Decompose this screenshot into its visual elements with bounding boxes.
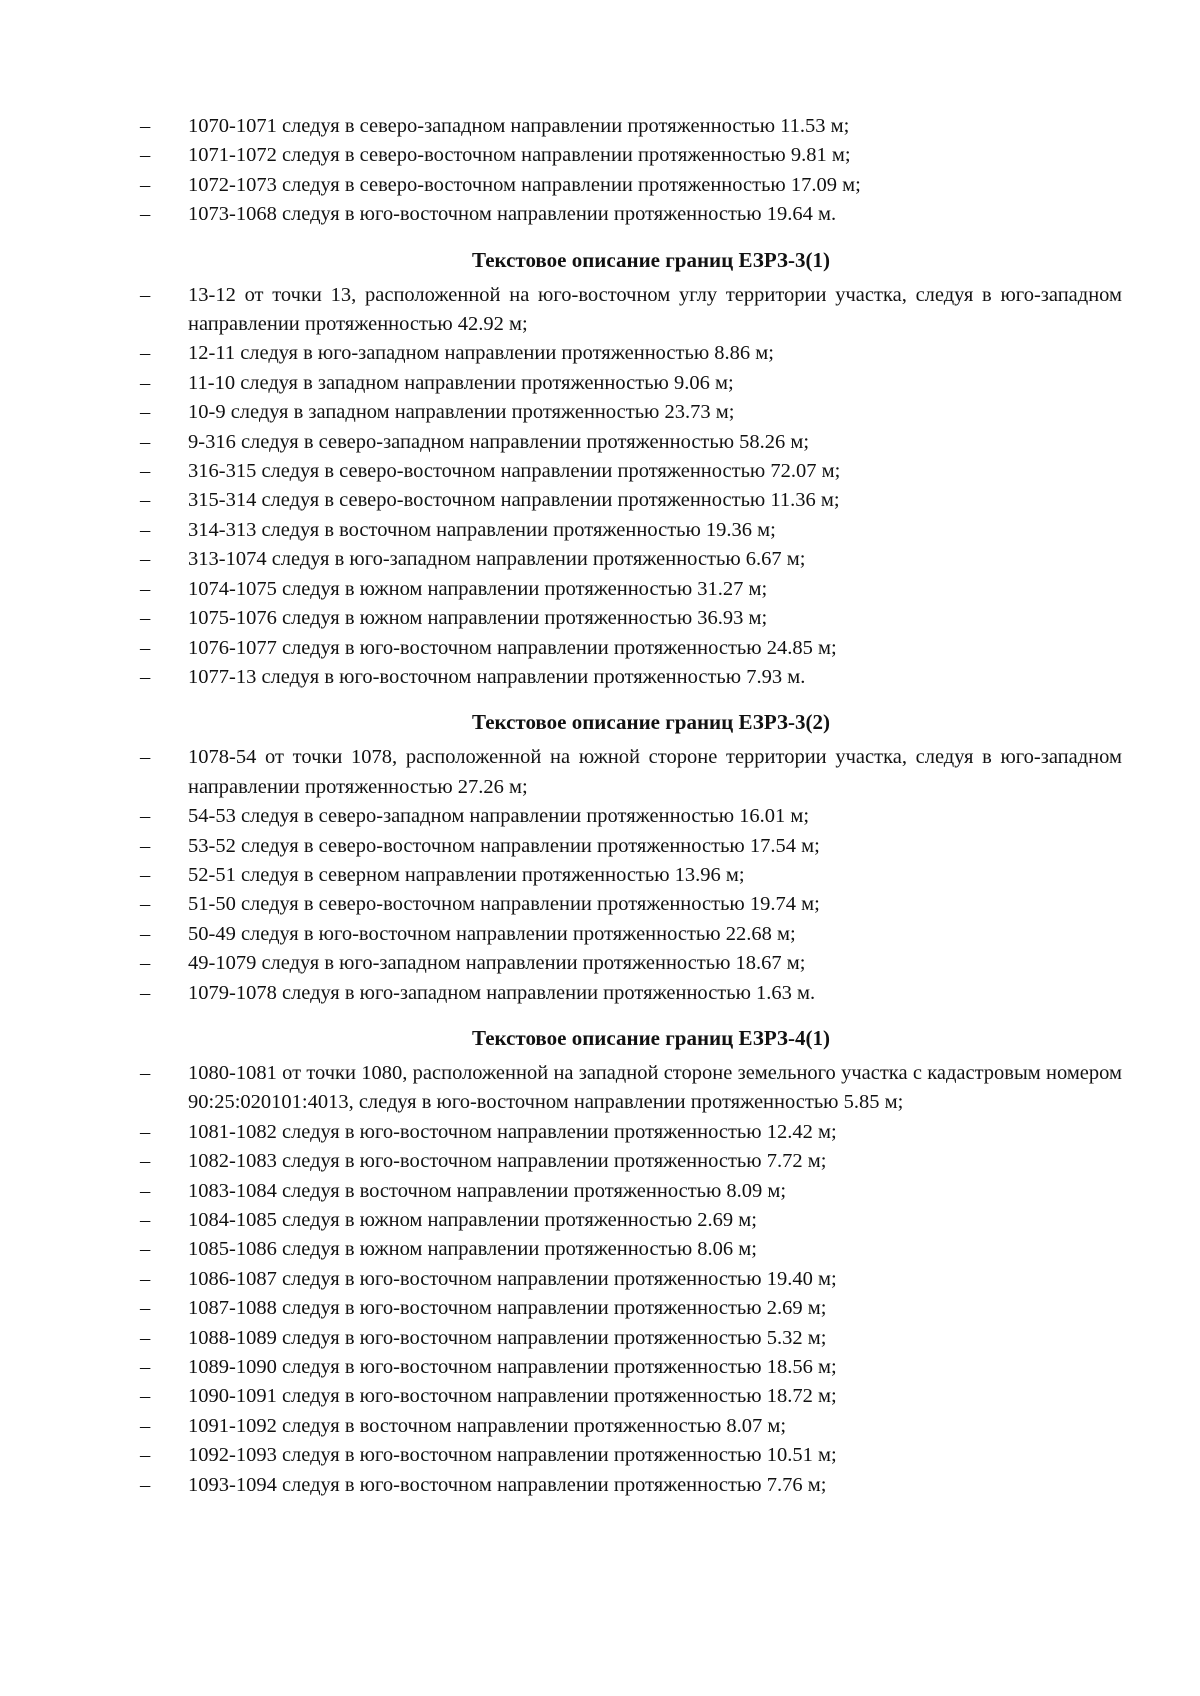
- section-spacer: [140, 230, 1122, 245]
- list-item-text: 1091-1092 следуя в восточном направлении протяженностью 8.07 м;: [188, 1414, 787, 1437]
- list-item: [140, 369, 1122, 398]
- dash-marker: –: [140, 922, 151, 945]
- list-item: [140, 1353, 1122, 1382]
- list-item: [140, 545, 1122, 574]
- dash-marker: –: [140, 1209, 151, 1231]
- boundary-list: [140, 112, 1122, 230]
- list-item-text: 1077-13 следуя в юго-восточном направлении протяженностью 7.93 м.: [188, 665, 806, 688]
- list-item-text: 313-1074 следуя в юго-западном направлении протяженностью 6.67 м;: [188, 548, 806, 571]
- section-ezrz-3-2: [140, 707, 1122, 1008]
- list-item-text: 1087-1088 следуя в юго-восточном направлении протяженностью 2.69 м;: [188, 1297, 827, 1320]
- list-item-text: 1092-1093 следуя в юго-восточном направлении протяженностью 10.51 м;: [188, 1444, 837, 1467]
- list-item: [140, 171, 1122, 200]
- list-item-text: 52-51 следуя в северном направлении протяженностью 13.96 м;: [188, 863, 745, 886]
- dash-marker: –: [140, 115, 151, 137]
- list-item-text: 51-50 следуя в северо-восточном направлении протяженностью 19.74 м;: [188, 893, 820, 916]
- list-item-text: 49-1079 следуя в юго-западном направлении протяженностью 18.67 м;: [188, 952, 806, 975]
- list-item: [140, 1118, 1122, 1147]
- list-item-text: 12-11 следуя в юго-западном направлении протяженностью 8.86 м;: [188, 342, 774, 365]
- list-item: [140, 1324, 1122, 1353]
- list-item-text: 50-49 следуя в юго-восточном направлении протяженностью 22.68 м;: [188, 922, 796, 945]
- section-continued: [140, 112, 1122, 230]
- dash-marker: –: [140, 1297, 151, 1320]
- list-item-text: 1079-1078 следуя в юго-западном направлении протяженностью 1.63 м.: [188, 981, 816, 1004]
- list-item: [140, 1471, 1122, 1500]
- list-item: [140, 141, 1122, 170]
- list-item-text: 1080-1081 от точки 1080, расположенной на западной стороне земельного участка с кадастровым номером 90:25:020101:4013, следуя в юго-восточном направлении протяженностью 5.85 м;: [188, 1061, 1122, 1114]
- section-heading: Текстовое описание границ ЕЗРЗ-3(1): [471, 247, 830, 272]
- list-item: [140, 1059, 1122, 1118]
- dash-marker: –: [140, 834, 151, 857]
- section-ezrz-3-1: [140, 245, 1122, 693]
- dash-marker: –: [140, 371, 151, 394]
- list-item-text: 1075-1076 следуя в южном направлении протяженностью 36.93 м;: [188, 607, 768, 630]
- boundary-list: [140, 743, 1122, 1008]
- list-item-text: 1070-1071 следуя в северо-западном направлении протяженностью 11.53 м;: [188, 115, 850, 137]
- dash-marker: –: [140, 489, 151, 512]
- list-item-text: 1071-1072 следуя в северо-восточном направлении протяженностью 9.81 м;: [188, 144, 851, 167]
- dash-marker: –: [140, 203, 151, 226]
- list-item-text: 1089-1090 следуя в юго-восточном направлении протяженностью 18.56 м;: [188, 1356, 837, 1379]
- list-item-text: 314-313 следуя в восточном направлении протяженностью 19.36 м;: [188, 518, 776, 541]
- list-item-text: 54-53 следуя в северо-западном направлении протяженностью 16.01 м;: [188, 805, 810, 828]
- list-item: [140, 200, 1122, 229]
- dash-marker: –: [140, 518, 151, 541]
- section-heading: Текстовое описание границ ЕЗРЗ-3(2): [471, 710, 830, 735]
- section-ezrz-4-1: [140, 1023, 1122, 1500]
- list-item-text: 1082-1083 следуя в юго-восточном направлении протяженностью 7.72 м;: [188, 1150, 827, 1173]
- list-item: [140, 861, 1122, 890]
- dash-marker: –: [140, 577, 151, 600]
- dash-marker: –: [140, 173, 151, 196]
- list-item: [140, 979, 1122, 1008]
- list-item-text: 1093-1094 следуя в юго-восточном направлении протяженностью 7.76 м;: [188, 1473, 827, 1496]
- list-item-text: 1081-1082 следуя в юго-восточном направлении протяженностью 12.42 м;: [188, 1120, 837, 1143]
- list-item-text: 1084-1085 следуя в южном направлении протяженностью 2.69 м;: [188, 1209, 757, 1231]
- section-spacer: [140, 1008, 1122, 1023]
- list-item-text: 1073-1068 следуя в юго-восточном направлении протяженностью 19.64 м.: [188, 203, 837, 226]
- dash-marker: –: [140, 863, 151, 886]
- list-item: [140, 486, 1122, 515]
- dash-marker: –: [140, 144, 151, 167]
- list-item-text: 53-52 следуя в северо-восточном направлении протяженностью 17.54 м;: [188, 834, 820, 857]
- list-item: [140, 832, 1122, 861]
- list-item: [140, 1294, 1122, 1323]
- list-item: [140, 1177, 1122, 1206]
- dash-marker: –: [140, 283, 151, 306]
- list-item: [140, 634, 1122, 663]
- dash-marker: –: [140, 1061, 151, 1084]
- dash-marker: –: [140, 1385, 151, 1408]
- dash-marker: –: [140, 1150, 151, 1173]
- dash-marker: –: [140, 430, 151, 453]
- list-item: [140, 398, 1122, 427]
- dash-marker: –: [140, 893, 151, 916]
- list-item-text: 315-314 следуя в северо-восточном направлении протяженностью 11.36 м;: [188, 489, 840, 512]
- list-item: [140, 949, 1122, 978]
- boundary-list: [140, 281, 1122, 693]
- list-item: [140, 1382, 1122, 1411]
- dash-marker: –: [140, 1444, 151, 1467]
- list-item: [140, 112, 1122, 141]
- list-item-text: 13-12 от точки 13, расположенной на юго-восточном углу территории участка, следуя в юго-западном направлении протяженностью 42.92 м;: [188, 283, 1122, 336]
- dash-marker: –: [140, 1179, 151, 1202]
- section-spacer: [140, 692, 1122, 707]
- dash-marker: –: [140, 665, 151, 688]
- dash-marker: –: [140, 548, 151, 571]
- list-item: [140, 575, 1122, 604]
- list-item-text: 1085-1086 следуя в южном направлении протяженностью 8.06 м;: [188, 1238, 757, 1261]
- dash-marker: –: [140, 607, 151, 630]
- dash-marker: –: [140, 805, 151, 828]
- list-item-text: 1090-1091 следуя в юго-восточном направлении протяженностью 18.72 м;: [188, 1385, 837, 1408]
- list-item: [140, 663, 1122, 692]
- list-item-text: 316-315 следуя в северо-восточном направлении протяженностью 72.07 м;: [188, 460, 841, 483]
- list-item: [140, 1441, 1122, 1470]
- list-item: [140, 516, 1122, 545]
- dash-marker: –: [140, 636, 151, 659]
- list-item: [140, 1265, 1122, 1294]
- dash-marker: –: [140, 342, 151, 365]
- list-item-text: 1083-1084 следуя в восточном направлении протяженностью 8.09 м;: [188, 1179, 787, 1202]
- list-item-text: 11-10 следуя в западном направлении протяженностью 9.06 м;: [188, 371, 734, 394]
- dash-marker: –: [140, 1120, 151, 1143]
- list-item-text: 1076-1077 следуя в юго-восточном направлении протяженностью 24.85 м;: [188, 636, 837, 659]
- boundary-list: [140, 1059, 1122, 1500]
- dash-marker: –: [140, 952, 151, 975]
- dash-marker: –: [140, 746, 151, 769]
- list-item-text: 1078-54 от точки 1078, расположенной на южной стороне территории участка, следуя в юго-западном направлении протяженностью 27.26 м;: [188, 746, 1122, 798]
- list-item-text: 10-9 следуя в западном направлении протяженностью 23.73 м;: [188, 401, 735, 424]
- list-item: [140, 457, 1122, 486]
- list-item: [140, 1412, 1122, 1441]
- list-item-text: 1088-1089 следуя в юго-восточном направлении протяженностью 5.32 м;: [188, 1326, 827, 1349]
- dash-marker: –: [140, 1414, 151, 1437]
- list-item: [140, 339, 1122, 368]
- list-item: [140, 743, 1122, 802]
- section-heading: Текстовое описание границ ЕЗРЗ-4(1): [471, 1025, 830, 1050]
- list-item-text: 9-316 следуя в северо-западном направлении протяженностью 58.26 м;: [188, 430, 810, 453]
- list-item: [140, 604, 1122, 633]
- list-item-text: 1072-1073 следуя в северо-восточном направлении протяженностью 17.09 м;: [188, 173, 861, 196]
- list-item-text: 1086-1087 следуя в юго-восточном направлении протяженностью 19.40 м;: [188, 1267, 837, 1290]
- list-item: [140, 1235, 1122, 1264]
- dash-marker: –: [140, 1326, 151, 1349]
- dash-marker: –: [140, 460, 151, 483]
- list-item: [140, 1206, 1122, 1235]
- dash-marker: –: [140, 1267, 151, 1290]
- list-item: [140, 281, 1122, 340]
- dash-marker: –: [140, 401, 151, 424]
- list-item: [140, 890, 1122, 919]
- list-item: [140, 920, 1122, 949]
- list-item: [140, 1147, 1122, 1176]
- dash-marker: –: [140, 1238, 151, 1261]
- list-item: [140, 428, 1122, 457]
- dash-marker: –: [140, 1473, 151, 1496]
- list-item-text: 1074-1075 следуя в южном направлении протяженностью 31.27 м;: [188, 577, 768, 600]
- dash-marker: –: [140, 981, 151, 1004]
- dash-marker: –: [140, 1356, 151, 1379]
- list-item: [140, 802, 1122, 831]
